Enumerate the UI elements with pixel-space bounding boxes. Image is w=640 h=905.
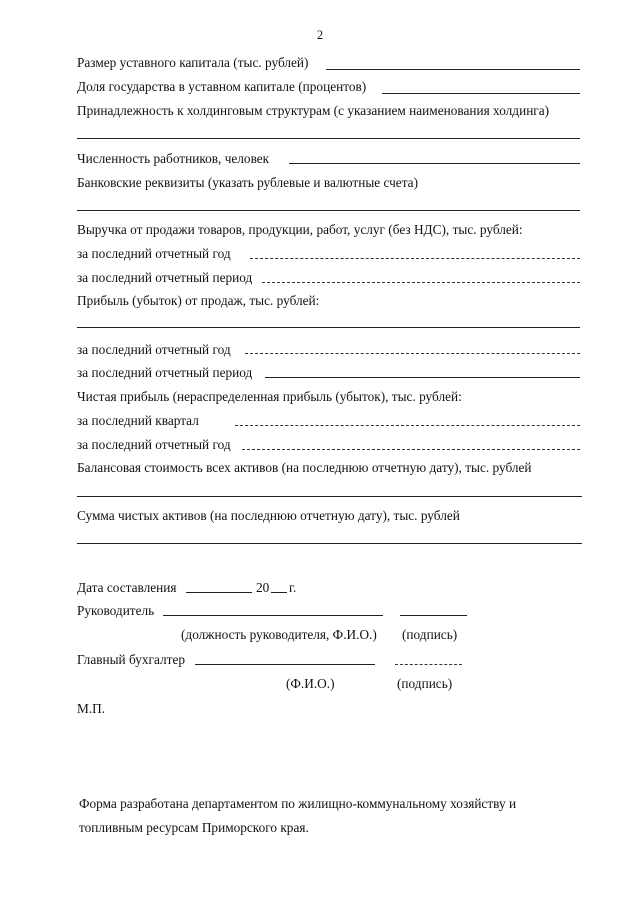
label-holding: Принадлежность к холдинговым структурам (с указанием наименования холдинга)	[77, 103, 550, 118]
label-profit-year: за последний отчетный год	[77, 342, 231, 357]
label-revenue-period: за последний отчетный период	[77, 270, 253, 285]
label-revenue: Выручка от продажи товаров, продукции, работ, услуг (без НДС), тыс. рублей:	[77, 222, 523, 237]
caption-head-signature: (подпись)	[402, 627, 458, 642]
label-year-prefix: 20	[256, 580, 270, 595]
page-number: 2	[316, 28, 324, 42]
label-revenue-year: за последний отчетный год	[77, 246, 231, 261]
field-accountant-signature[interactable]	[395, 664, 462, 665]
label-charter-capital: Размер уставного капитала (тыс. рублей)	[77, 55, 309, 70]
footer-line-2: топливным ресурсам Приморского края.	[79, 820, 309, 835]
field-profit[interactable]	[77, 327, 580, 328]
field-net-assets[interactable]	[77, 543, 582, 544]
label-head: Руководитель	[77, 603, 155, 618]
footer-line-1: Форма разработана департаментом по жилищно-коммунальному хозяйству и	[79, 796, 517, 811]
label-profit: Прибыль (убыток) от продаж, тыс. рублей:	[77, 293, 320, 308]
label-profit-period: за последний отчетный период	[77, 365, 253, 380]
field-revenue-period[interactable]	[262, 282, 580, 283]
field-assets-balance[interactable]	[77, 496, 582, 497]
stamp-place: М.П.	[77, 701, 106, 716]
field-employees[interactable]	[289, 163, 580, 164]
label-state-share: Доля государства в уставном капитале (процентов)	[77, 79, 367, 94]
field-net-quarter[interactable]	[235, 425, 580, 426]
field-profit-period[interactable]	[265, 377, 580, 378]
field-bank-details[interactable]	[77, 210, 580, 211]
field-holding[interactable]	[77, 138, 580, 139]
label-assets-balance: Балансовая стоимость всех активов (на последнюю отчетную дату), тыс. рублей	[77, 460, 532, 475]
caption-accountant-signature: (подпись)	[397, 676, 453, 691]
field-revenue-year[interactable]	[250, 258, 580, 259]
field-profit-year[interactable]	[245, 353, 580, 354]
field-charter-capital[interactable]	[326, 69, 580, 70]
field-state-share[interactable]	[382, 93, 580, 94]
label-year-suffix: г.	[289, 580, 297, 595]
field-year[interactable]	[271, 592, 287, 593]
field-date[interactable]	[186, 592, 252, 593]
label-employees: Численность работников, человек	[77, 151, 270, 166]
field-head-signature[interactable]	[400, 615, 467, 616]
label-net-year: за последний отчетный год	[77, 437, 231, 452]
label-net-quarter: за последний квартал	[77, 413, 199, 428]
label-bank-details: Банковские реквизиты (указать рублевые и валютные счета)	[77, 175, 419, 190]
field-net-year[interactable]	[242, 449, 580, 450]
label-net-assets: Сумма чистых активов (на последнюю отчетную дату), тыс. рублей	[77, 508, 460, 523]
field-accountant-name[interactable]	[195, 664, 375, 665]
caption-head: (должность руководителя, Ф.И.О.)	[181, 627, 377, 642]
caption-accountant: (Ф.И.О.)	[286, 676, 335, 691]
label-accountant: Главный бухгалтер	[77, 652, 186, 667]
field-head-name[interactable]	[163, 615, 383, 616]
label-date: Дата составления	[77, 580, 177, 595]
label-net-profit: Чистая прибыль (нераспределенная прибыль (убыток), тыс. рублей:	[77, 389, 462, 404]
